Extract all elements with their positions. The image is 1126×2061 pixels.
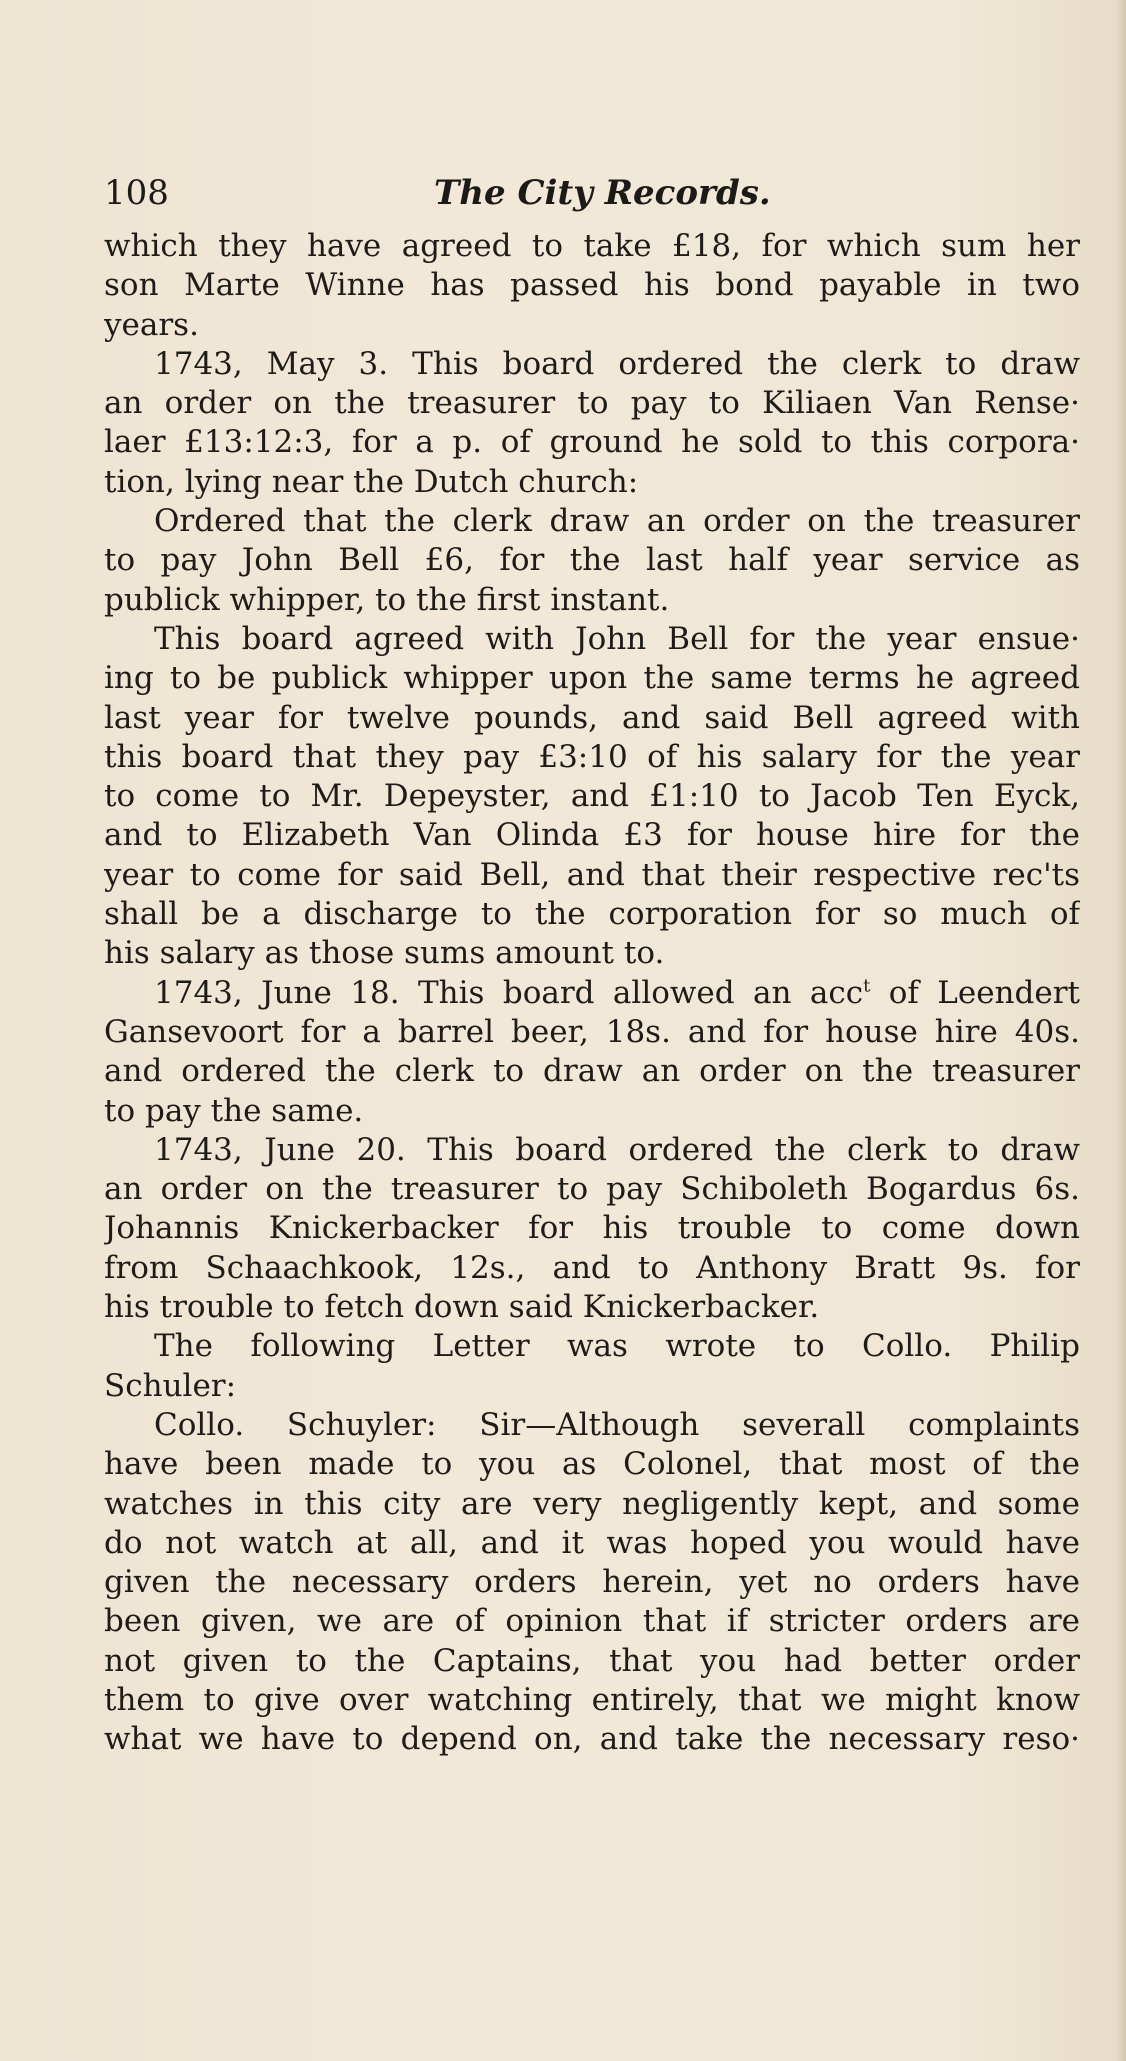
text-line — [104, 895, 1080, 934]
text-line — [104, 777, 1080, 816]
text-line-content: not given to the Captains, that you had better order — [104, 1642, 1080, 1679]
text-line-content: tion, lying near the Dutch church: — [104, 463, 639, 500]
text-line — [104, 1445, 1080, 1484]
text-line-content: given the necessary orders herein, yet no orders have — [104, 1564, 1080, 1601]
text-line — [104, 423, 1080, 462]
text-line-content: this board that they pay £3:10 of his salary for the year — [104, 738, 1080, 775]
text-line — [104, 699, 1080, 738]
text-line — [104, 266, 1080, 305]
text-line-content: 1743, June 18. This board allowed an acc — [154, 974, 864, 1011]
text-line-content: have been made to you as Colonel, that most of the — [104, 1446, 1080, 1483]
text-line — [104, 1524, 1080, 1563]
text-line-content: Collo. Schuyler: Sir—Although severall complaints — [154, 1406, 1080, 1443]
text-line — [104, 1131, 1080, 1170]
text-line — [104, 1327, 1080, 1366]
text-line-content: what we have to depend on, and take the necessary reso· — [104, 1721, 1080, 1758]
text-line-content: laer £13:12:3, for a p. of ground he sold to this corpora· — [104, 424, 1080, 461]
text-line-content: his salary as those sums amount to. — [104, 935, 665, 972]
running-title: The City Records. — [434, 173, 771, 213]
page-edge-shadow — [1116, 0, 1126, 2061]
text-line-content: Ordered that the clerk draw an order on the treasurer — [154, 503, 1080, 540]
text-line — [104, 306, 1080, 345]
text-line — [104, 659, 1080, 698]
text-line-content: 1743, June 20. This board ordered the clerk to draw — [154, 1131, 1080, 1168]
text-line-content: shall be a discharge to the corporation for so much of — [104, 896, 1080, 933]
text-line — [104, 1367, 1080, 1406]
text-line-content: Gansevoort for a barrel beer, 18s. and for house hire 40s. — [104, 1013, 1080, 1050]
text-line-content: watches in this city are very negligently kept, and some — [104, 1485, 1080, 1522]
text-line-content: years. — [104, 306, 199, 343]
text-line — [104, 1642, 1080, 1681]
text-line-content: son Marte Winne has passed his bond payable in two — [104, 267, 1080, 304]
text-line — [104, 1563, 1080, 1602]
page-number: 108 — [104, 173, 169, 213]
text-line-content: Johannis Knickerbacker for his trouble to come down — [104, 1210, 1080, 1247]
text-line — [104, 1209, 1080, 1248]
text-line-content: 1743, May 3. This board ordered the clerk to draw — [154, 345, 1080, 382]
text-line — [104, 856, 1080, 895]
text-line — [104, 1052, 1080, 1091]
text-line-content: them to give over watching entirely, that we might know — [104, 1681, 1080, 1718]
text-line — [104, 581, 1080, 620]
text-line — [104, 1170, 1080, 1209]
text-line — [104, 384, 1080, 423]
text-line-content: The following Letter was wrote to Collo. Philip — [154, 1328, 1080, 1365]
text-line-content: been given, we are of opinion that if stricter orders are — [104, 1603, 1080, 1640]
text-line — [104, 738, 1080, 777]
text-line — [104, 1485, 1080, 1524]
text-line-content: ing to be publick whipper upon the same terms he agreed — [104, 660, 1080, 697]
text-line-content: Schuler: — [104, 1367, 237, 1404]
text-line — [104, 1288, 1080, 1327]
text-line-content: which they have agreed to take £18, for which sum her — [104, 228, 1080, 264]
superscript-abbreviation: t — [863, 975, 871, 997]
text-line — [104, 1249, 1080, 1288]
text-line — [104, 934, 1080, 973]
text-line-content: and ordered the clerk to draw an order on the treasurer — [104, 1053, 1080, 1090]
text-line-content: from Schaachkook, 12s., and to Anthony Bratt 9s. for — [104, 1249, 1080, 1286]
text-line-content: to pay the same. — [104, 1092, 364, 1129]
text-line-content: and to Elizabeth Van Olinda £3 for house hire for the — [104, 817, 1080, 854]
text-line — [104, 502, 1080, 541]
body-text — [104, 227, 1080, 1760]
text-line-content: to pay John Bell £6, for the last half year service as — [104, 542, 1080, 579]
page-header — [104, 168, 1084, 218]
text-line — [104, 1092, 1080, 1131]
text-line — [104, 541, 1080, 580]
text-line-content: an order on the treasurer to pay to Kiliaen Van Rense· — [104, 385, 1080, 422]
text-line — [104, 1720, 1080, 1759]
text-line-content: publick whipper, to the first instant. — [104, 581, 670, 618]
text-line-content: an order on the treasurer to pay Schiboleth Bogardus 6s. — [104, 1171, 1080, 1208]
text-line — [104, 816, 1080, 855]
text-line-continuation: of Leendert — [870, 974, 1080, 1011]
text-line — [104, 345, 1080, 384]
text-line-content: last year for twelve pounds, and said Bell agreed with — [104, 699, 1080, 736]
text-line — [104, 1406, 1080, 1445]
text-line-content: his trouble to fetch down said Knickerbacker. — [104, 1289, 820, 1326]
text-line — [104, 974, 1080, 1013]
text-line-content: do not watch at all, and it was hoped you would have — [104, 1524, 1080, 1561]
text-line-content: This board agreed with John Bell for the year ensue· — [154, 620, 1080, 657]
text-line — [104, 463, 1080, 502]
text-line-content: year to come for said Bell, and that their respective rec'ts — [104, 856, 1080, 893]
text-line — [104, 1602, 1080, 1641]
text-line — [104, 620, 1080, 659]
text-line — [104, 1681, 1080, 1720]
text-line — [104, 227, 1080, 266]
text-line-content: to come to Mr. Depeyster, and £1:10 to Jacob Ten Eyck, — [104, 778, 1080, 815]
text-line — [104, 1013, 1080, 1052]
